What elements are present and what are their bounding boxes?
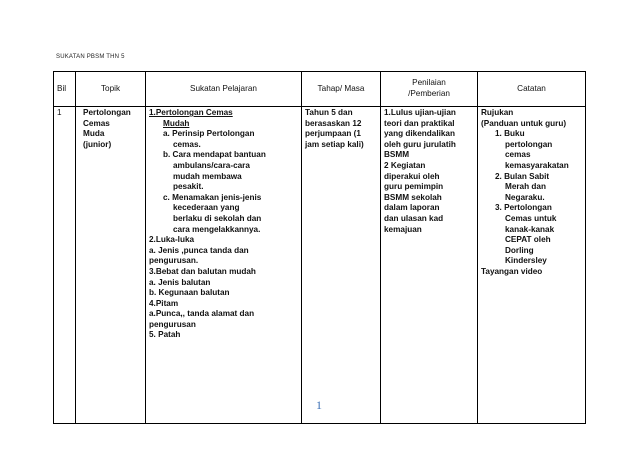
catatan-line: Rujukan — [481, 108, 514, 117]
tahap-line: Tahun 5 dan — [305, 108, 353, 117]
catatan-line: pertolongan — [505, 139, 553, 149]
tahap-line: berasaskan 12 — [305, 118, 362, 128]
sukatan-line: pengurusan. — [149, 256, 199, 266]
sukatan-line: Mudah — [163, 118, 190, 128]
sukatan-line: a. Perinsip Pertolongan — [163, 129, 255, 139]
sukatan-line: berlaku di sekolah dan — [173, 213, 262, 223]
catatan-line: Merah dan — [505, 182, 546, 192]
topik-line: Pertolongan — [83, 108, 131, 117]
cell-penilaian — [381, 107, 478, 424]
sukatan-line: kecederaan yang — [173, 203, 240, 213]
catatan-line: kanak-kanak — [505, 224, 555, 234]
sukatan-line: 2.Luka-luka — [149, 235, 195, 245]
sukatan-line: 3.Bebat dan balutan mudah — [149, 266, 256, 276]
penilaian-line: guru pemimpin — [384, 182, 444, 192]
penilaian-line: oleh guru jurulatih — [384, 139, 456, 149]
header-sukatan: Sukatan Pelajaran — [146, 72, 302, 107]
cell-catatan — [478, 107, 586, 424]
penilaian-line: diperakui oleh — [384, 171, 440, 181]
sukatan-line: cara mengelakkannya. — [173, 224, 261, 234]
sukatan-line: a. Jenis ,punca tanda dan — [149, 245, 249, 255]
penilaian-line: BSMM sekolah — [384, 192, 442, 202]
catatan-line: 1. Buku — [495, 129, 525, 139]
catatan-line: Kindersley — [505, 256, 547, 266]
penilaian-line: 1.Lulus ujian-ujian — [384, 108, 456, 117]
penilaian-line: teori dan praktikal — [384, 118, 455, 128]
table-row — [54, 107, 586, 424]
penilaian-line: dan ulasan kad — [384, 213, 444, 223]
catatan-line: (Panduan untuk guru) — [481, 118, 567, 128]
sukatan-line: cemas. — [173, 139, 201, 149]
catatan-line: 3. Pertolongan — [495, 203, 552, 213]
sukatan-line: a.Punca,, tanda alamat dan — [149, 309, 255, 319]
sukatan-line: 1.Pertolongan Cemas — [149, 108, 233, 117]
catatan-line: 2. Bulan Sabit — [495, 171, 550, 181]
catatan-line: kemasyarakatan — [505, 160, 569, 170]
header-topik: Topik — [76, 72, 146, 107]
document-header: SUKATAN PBSM THN 5 — [56, 54, 125, 60]
penilaian-line: yang dikendalikan — [384, 129, 455, 139]
sukatan-line: mudah membawa — [173, 171, 242, 181]
sukatan-line: b. Kegunaan balutan — [149, 288, 230, 298]
sukatan-line: a. Jenis balutan — [149, 277, 211, 287]
catatan-line: cemas — [505, 150, 531, 160]
cell-tahap — [302, 107, 381, 424]
catatan-line: Negaraku. — [505, 192, 545, 202]
header-penilaian-line2: /Pemberian — [408, 89, 450, 98]
cell-topik — [76, 107, 146, 424]
catatan-line: CEPAT oleh — [505, 235, 551, 245]
header-tahap: Tahap/ Masa — [302, 72, 381, 107]
catatan-line: Dorling — [505, 245, 534, 255]
tahap-line: jam setiap kali) — [305, 139, 364, 149]
cell-sukatan — [146, 107, 302, 424]
penilaian-line: 2 Kegiatan — [384, 160, 426, 170]
page-number: 1 — [316, 398, 322, 412]
catatan-line: Tayangan video — [481, 266, 543, 276]
table-header-row — [54, 72, 586, 107]
sukatan-line: 5. Patah — [149, 330, 181, 340]
catatan-line: Cemas untuk — [505, 213, 557, 223]
header-catatan: Catatan — [478, 72, 586, 107]
header-penilaian — [381, 72, 478, 107]
sukatan-line: b. Cara mendapat bantuan — [163, 150, 266, 160]
syllabus-table — [53, 71, 586, 424]
header-penilaian-line1: Penilaian — [412, 78, 446, 88]
cell-bil: 1 — [54, 107, 76, 424]
topik-line: (junior) — [83, 139, 112, 149]
sukatan-line: pengurusan — [149, 319, 196, 329]
sukatan-line: ambulans/cara-cara — [173, 160, 250, 170]
header-bil: Bil — [54, 72, 76, 107]
penilaian-line: BSMM — [384, 150, 410, 160]
penilaian-line: kemajuan — [384, 224, 422, 234]
penilaian-line: dalam laporan — [384, 203, 440, 213]
sukatan-line: 4.Pitam — [149, 298, 179, 308]
topik-line: Cemas — [83, 118, 110, 128]
sukatan-line: c. Menamakan jenis-jenis — [163, 192, 262, 202]
topik-line: Muda — [83, 129, 105, 139]
sukatan-line: pesakit. — [173, 182, 204, 192]
tahap-line: perjumpaan (1 — [305, 129, 361, 139]
